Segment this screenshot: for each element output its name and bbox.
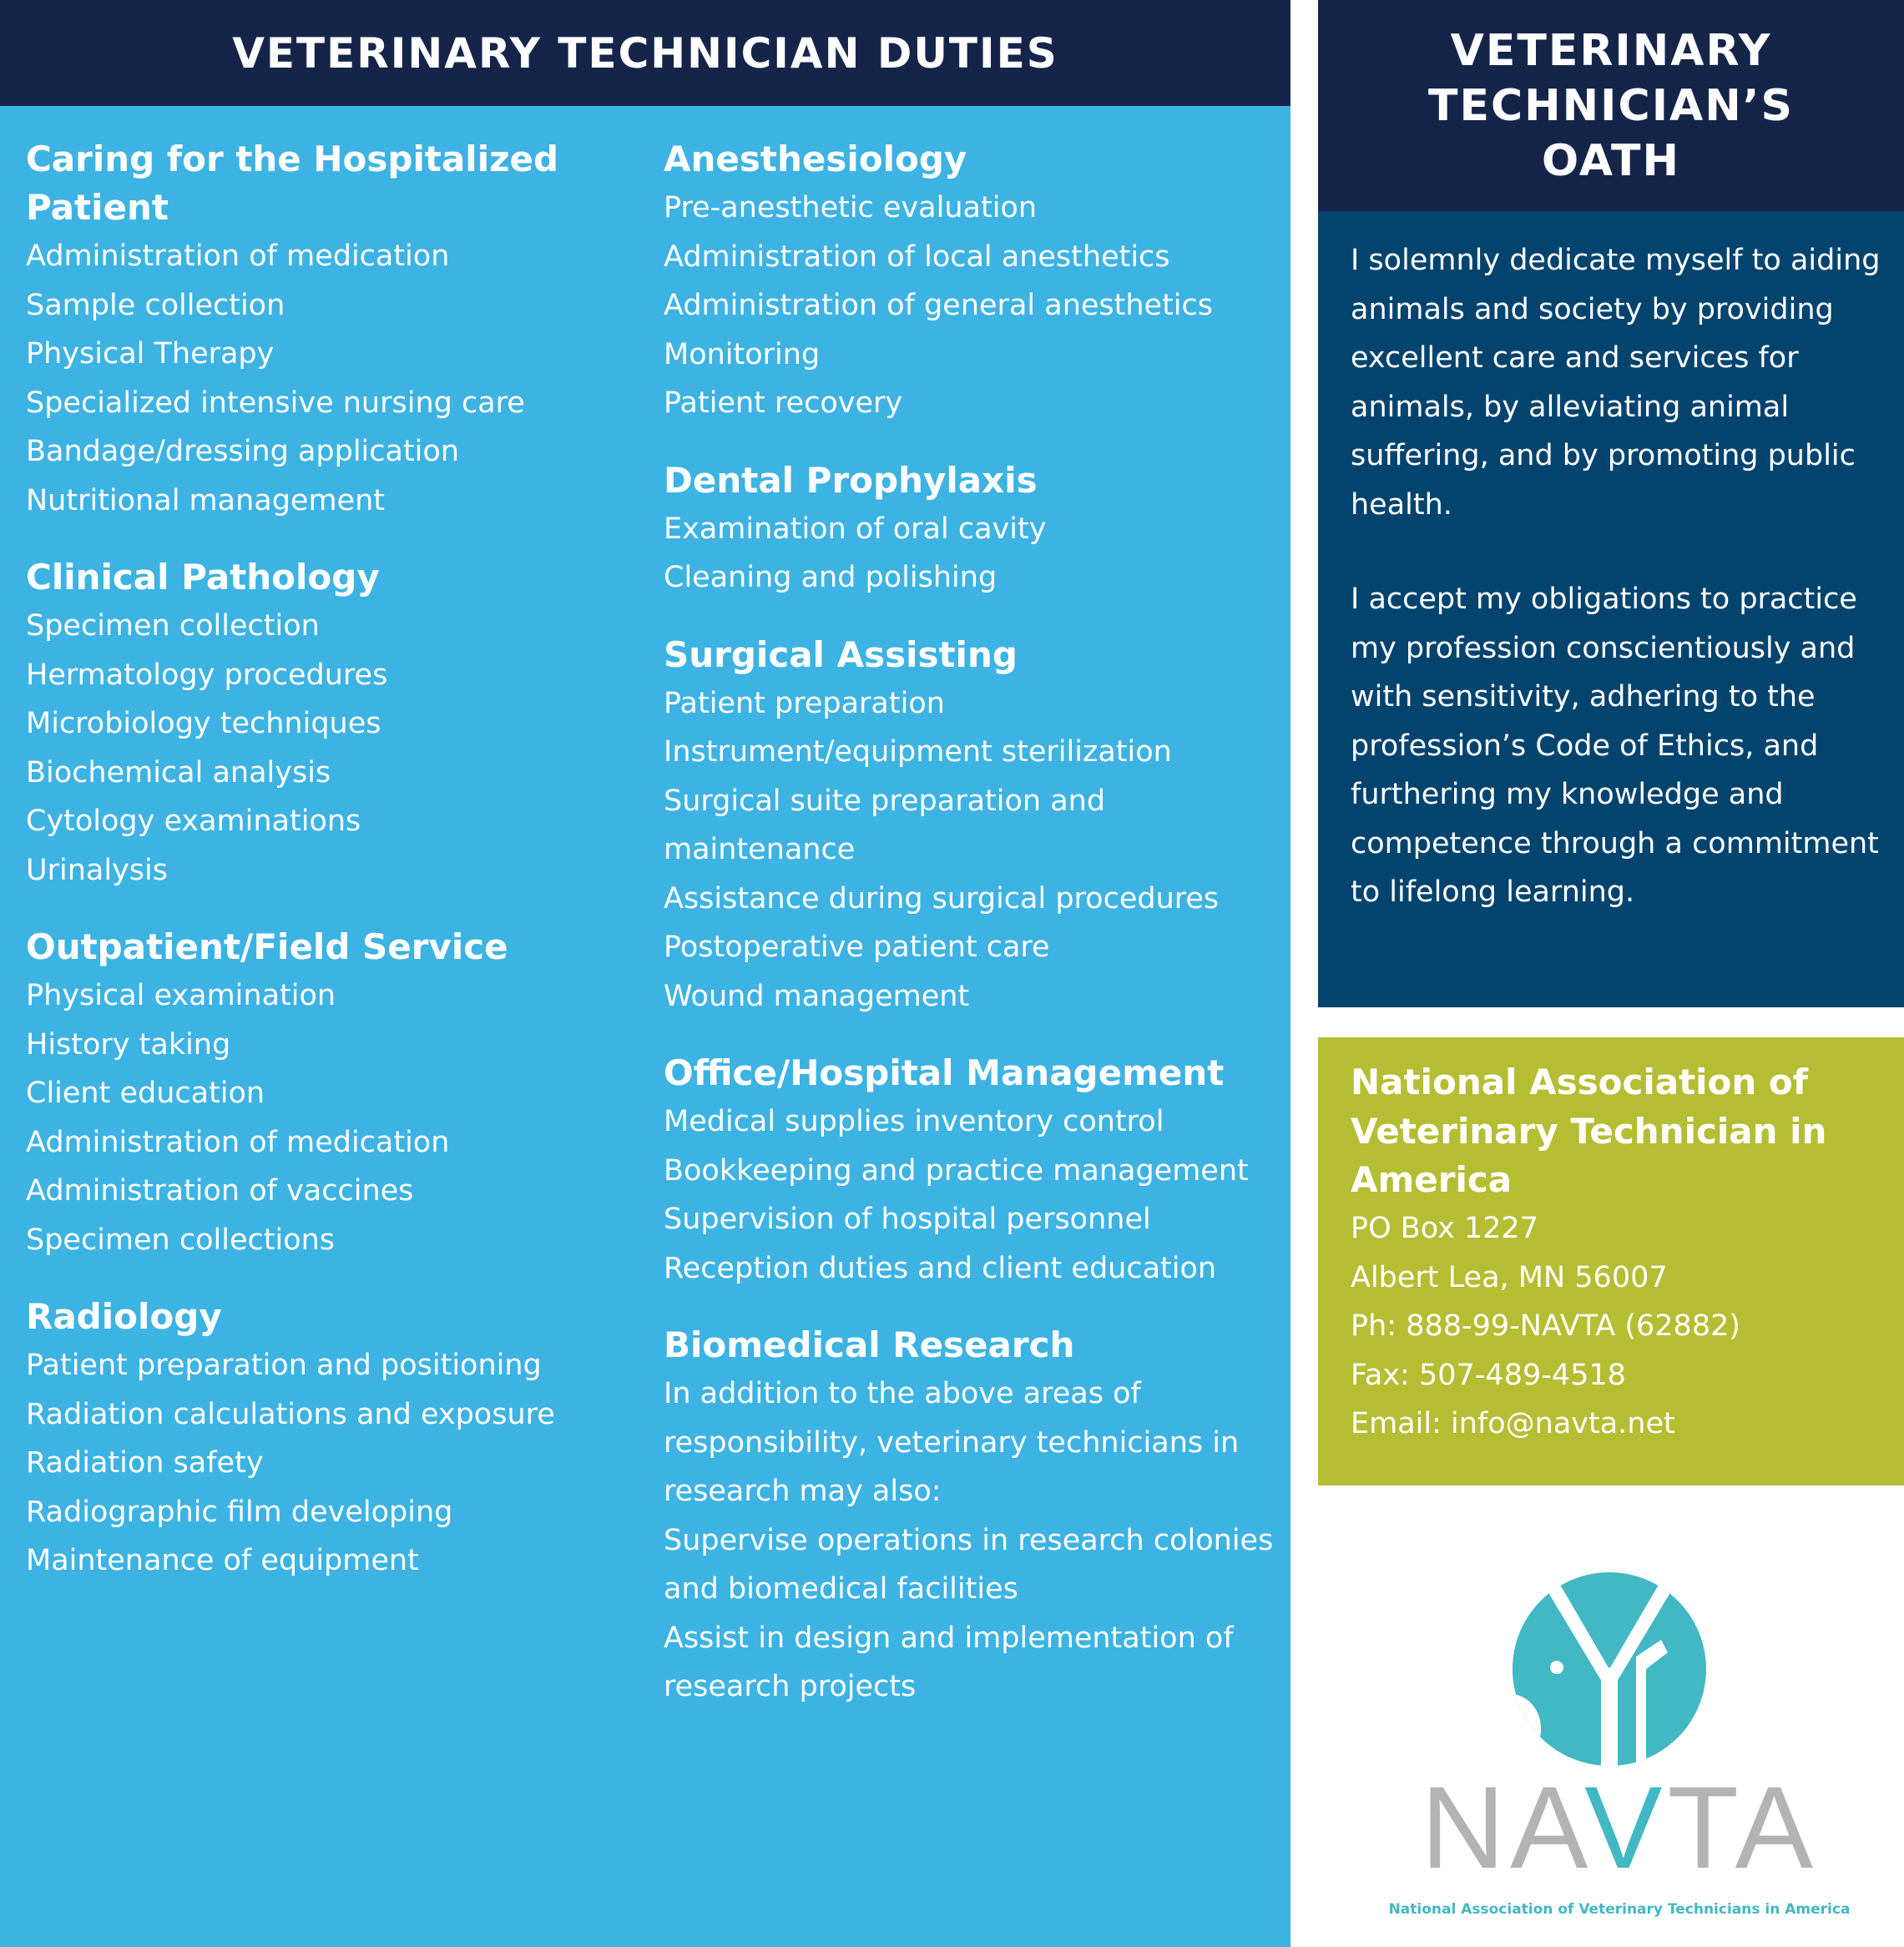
contact-organization: National Association of Veterinary Technician in America: [1351, 1062, 1827, 1200]
duty-section-title: Outpatient/Field Service: [26, 926, 508, 967]
duty-item: Specimen collections: [26, 1223, 336, 1257]
oath-paragraph-1: I solemnly dedicate myself to aiding animals and society by providing excellent care and services for animals, by alleviating animal suffering, and by promoting public health.: [1351, 244, 1881, 522]
duty-section-title: Radiology: [26, 1296, 222, 1337]
duty-item: Patient recovery: [664, 386, 903, 420]
duty-item: Wound management: [664, 979, 970, 1013]
duties-header: [0, 0, 1290, 106]
duty-section-title: Office/Hospital Management: [664, 1052, 1225, 1093]
duty-section: [26, 923, 627, 1264]
duty-item: Administration of local anesthetics: [664, 240, 1170, 274]
duty-list: [664, 1369, 1281, 1712]
duty-list: [26, 602, 627, 895]
oath-header: [1318, 0, 1904, 211]
oath-paragraph-2: I accept my obligations to practice my profession conscientiously and with sensitivity, adhering to the profession’s Code of Ethics, and furthering my knowledge and competence through a commitment to lifelong learning.: [1351, 583, 1879, 909]
logo-word-prefix: NA: [1421, 1762, 1585, 1893]
logo-word-suffix: TA: [1667, 1762, 1818, 1893]
duty-item: Radiation safety: [26, 1446, 264, 1480]
duty-item: Nutritional management: [26, 483, 385, 517]
duty-item: Microbiology techniques: [26, 707, 381, 740]
contact-email: Email: info@navta.net: [1351, 1407, 1675, 1440]
duty-list: [26, 1341, 627, 1586]
duty-item: In addition to the above areas of responsibility, veterinary technicians in research may also:: [664, 1377, 1240, 1508]
duty-item: Specialized intensive nursing care: [26, 386, 525, 420]
contact-phone: Ph: 888-99-NAVTA (62882): [1351, 1309, 1741, 1343]
duty-section: [664, 456, 1281, 603]
duty-item: Instrument/equipment sterilization: [664, 735, 1172, 769]
duty-item: Pre-anesthetic evaluation: [664, 191, 1038, 224]
duty-list: [26, 971, 627, 1264]
duty-list: [664, 1097, 1281, 1293]
oath-title: VETERINARY TECHNICIAN’S OATH: [1427, 25, 1795, 186]
duty-section: [26, 135, 627, 525]
oath-panel: [1318, 211, 1904, 1007]
duty-section: [26, 553, 627, 895]
duty-item: Administration of general anesthetics: [664, 289, 1214, 322]
duty-item: Sample collection: [26, 288, 285, 322]
duty-item: History taking: [26, 1027, 231, 1062]
duty-item: Bookkeeping and practice management: [664, 1153, 1249, 1188]
duty-section-title: Clinical Pathology: [26, 557, 380, 598]
duty-section: [664, 1321, 1281, 1712]
contact-panel: [1318, 1037, 1904, 1485]
duty-item: Bandage/dressing application: [26, 435, 460, 468]
duty-item: Administration of medication: [26, 1125, 450, 1159]
contact-lines: [1351, 1204, 1740, 1449]
navta-logo: [1386, 1569, 1853, 1919]
duty-item: Assistance during surgical procedures: [664, 881, 1220, 915]
duty-item: Radiation calculations and exposure: [26, 1397, 555, 1431]
contact-address-line-2: Albert Lea, MN 56007: [1351, 1260, 1668, 1294]
duty-item: Monitoring: [664, 337, 821, 371]
duty-item: Patient preparation: [664, 686, 945, 720]
duty-section: [664, 1049, 1281, 1293]
duty-item: Biochemical analysis: [26, 755, 331, 789]
navta-logo-wordmark: [1386, 1762, 1853, 1893]
duty-item: Postoperative patient care: [664, 931, 1050, 964]
duty-item: Supervise operations in research colonies and biomedical facilities: [664, 1523, 1274, 1606]
duty-section-title: Caring for the Hospitalized Patient: [26, 139, 559, 228]
duty-item: Physical Therapy: [26, 337, 275, 371]
duty-item: Administration of medication: [26, 240, 450, 273]
duty-item: Medical supplies inventory control: [664, 1105, 1164, 1138]
duty-section-title: Biomedical Research: [664, 1324, 1075, 1365]
duties-column-b: [664, 135, 1281, 1740]
duty-item: Examination of oral cavity: [664, 512, 1047, 546]
duty-section: [26, 1293, 627, 1586]
duty-item: Maintenance of equipment: [26, 1544, 419, 1577]
navta-logo-icon: [1386, 1569, 1853, 1769]
duty-item: Client education: [26, 1077, 265, 1110]
duty-item: Administration of vaccines: [26, 1174, 414, 1208]
duties-column-a: [26, 135, 627, 1614]
duty-item: Patient preparation and positioning: [26, 1349, 542, 1382]
duty-list: [664, 505, 1281, 603]
duty-item: Specimen collection: [26, 609, 320, 643]
duty-item: Physical examination: [26, 979, 336, 1012]
duties-header-title: VETERINARY TECHNICIAN DUTIES: [232, 28, 1058, 78]
navta-logo-tagline: National Association of Veterinary Technicians in America: [1388, 1901, 1851, 1918]
duty-item: Cleaning and polishing: [664, 561, 997, 594]
duty-item: Surgical suite preparation and maintenance: [664, 784, 1106, 866]
contact-address-line-1: PO Box 1227: [1351, 1212, 1539, 1245]
duty-item: Supervision of hospital personnel: [664, 1203, 1151, 1236]
duty-item: Assist in design and implementation of research projects: [664, 1621, 1234, 1703]
logo-word-highlight: V: [1584, 1762, 1668, 1893]
duty-item: Radiographic film developing: [26, 1495, 453, 1529]
duty-item: Urinalysis: [26, 853, 168, 887]
duty-item: Reception duties and client education: [664, 1251, 1217, 1285]
duty-item: Hermatology procedures: [26, 658, 388, 692]
duty-list: [664, 184, 1281, 428]
duty-section-title: Anesthesiology: [664, 139, 967, 179]
duty-section: [664, 135, 1281, 428]
duty-section-title: Dental Prophylaxis: [664, 459, 1038, 501]
duty-list: [664, 679, 1281, 1021]
contact-fax: Fax: 507-489-4518: [1351, 1358, 1626, 1392]
duty-section: [664, 631, 1281, 1021]
duty-list: [26, 232, 627, 525]
duty-section-title: Surgical Assisting: [664, 633, 1018, 675]
duty-item: Cytology examinations: [26, 805, 361, 838]
